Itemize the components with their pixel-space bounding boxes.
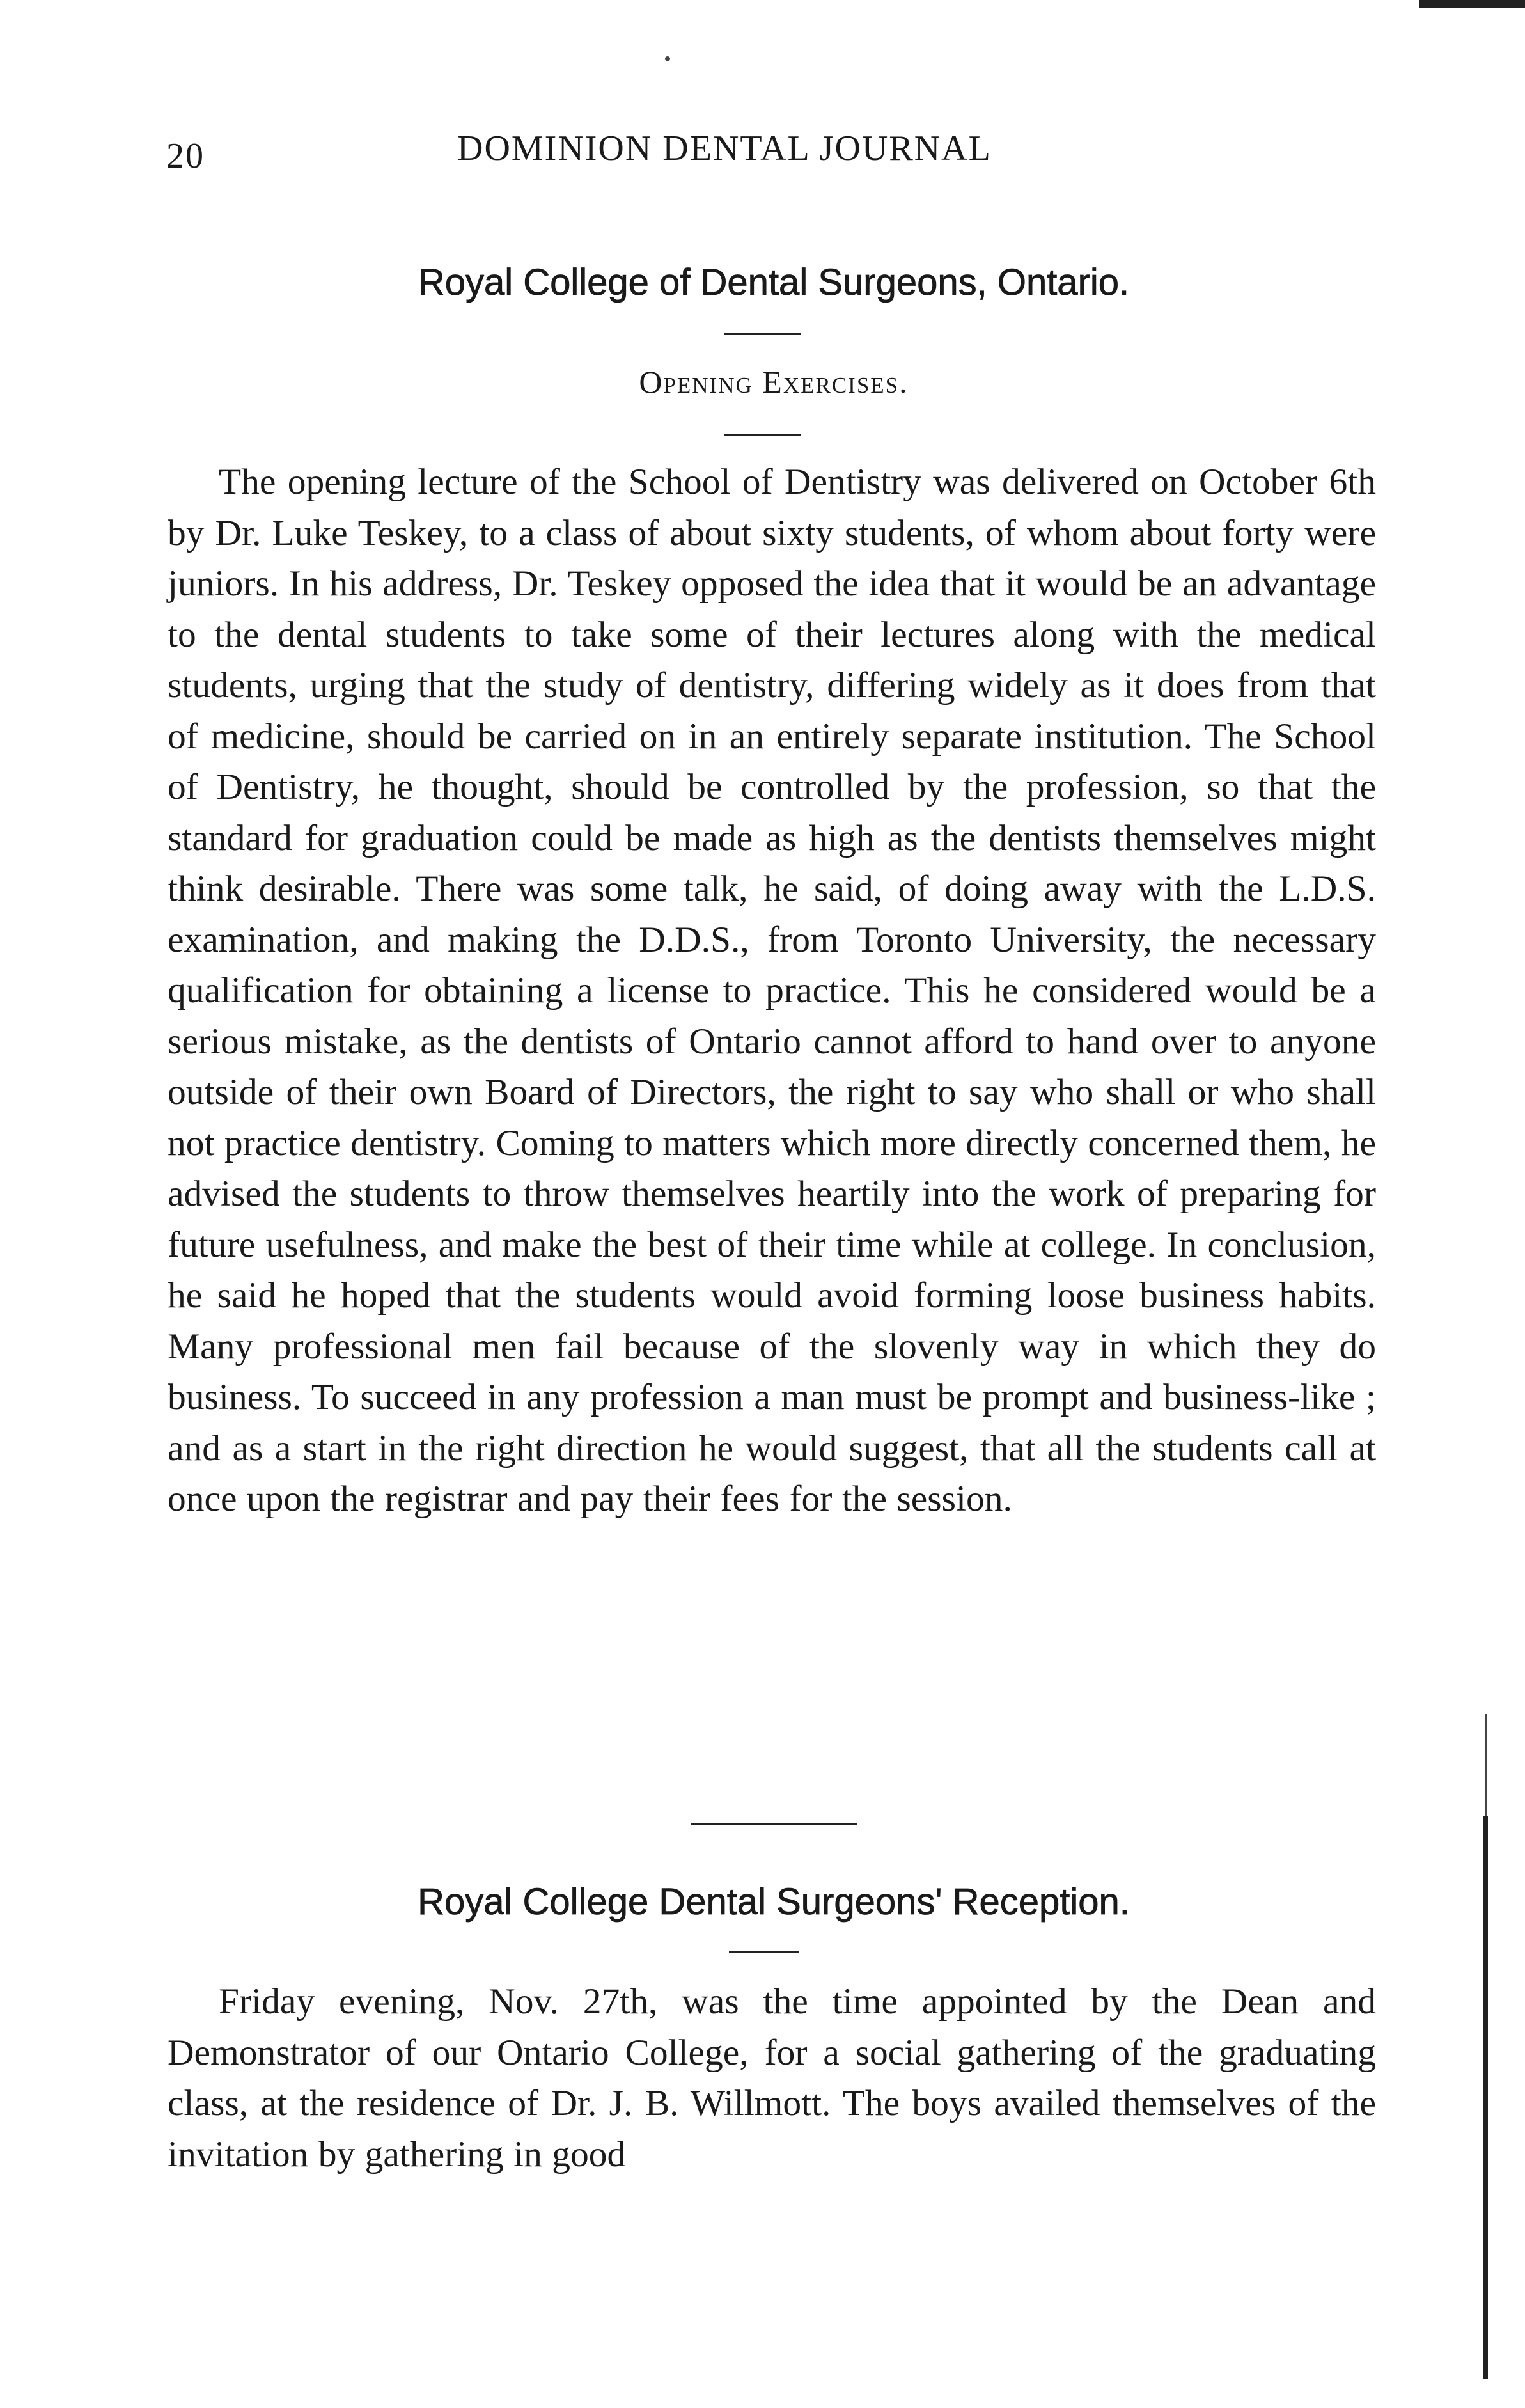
binding-edge-thin xyxy=(1485,1714,1487,1816)
subtitle-rule-1 xyxy=(724,434,801,436)
journal-title: DOMINION DENTAL JOURNAL xyxy=(457,129,992,168)
top-edge-rule xyxy=(1419,0,1525,8)
article-1-title: Royal College of Dental Surgeons, Ontario. xyxy=(418,262,1130,303)
running-head xyxy=(166,128,1381,179)
print-speck xyxy=(665,56,670,61)
article-1-body: The opening lecture of the School of Dentistry was delivered on October 6th by Dr. Luke Teskey, to a class of about sixty students, of whom about forty were juniors. In his address, Dr. Teskey opposed the idea that it would be an advantage to the dental students to take some of their lectures along with the medical students, urging that the study of dentistry, differing widely as it does from that of medicine, should be carried on in an entirely separate institution. The School of Dentistry, he thought, should be controlled by the profession, so that the standard for graduation could be made as high as the dentists themselves might think desirable. There was some talk, he said, of doing away with the L.D.S. examination, and making the D.D.S., from Toronto University, the necessary qualification for obtaining a license to practice. This he considered would be a serious mistake, as the dentists of Ontario cannot afford to hand over to anyone outside of their own Board of Directors, the right to say who shall or who shall not practice dentistry. Coming to matters which more directly concerned them, he advised the students to throw themselves heartily into the work of preparing for future usefulness, and make the best of their time while at college. In conclusion, he said he hoped that the students would avoid forming loose business habits. Many professional men fail because of the slovenly way in which they do business. To succeed in any profession a man must be prompt and business-like ; and as a start in the right direction he would suggest, that all the students call at once upon the registrar and pay their fees for the session. xyxy=(168,462,1376,1519)
section-divider xyxy=(691,1823,857,1825)
binding-edge xyxy=(1483,1816,1488,2379)
page-number: 20 xyxy=(166,136,205,176)
title-rule-1 xyxy=(724,333,801,335)
article-2-title: Royal College Dental Surgeons' Reception. xyxy=(418,1881,1130,1923)
title-rule-2 xyxy=(729,1951,799,1953)
article-1-subtitle: Opening Exercises. xyxy=(639,364,909,400)
article-2-body: Friday evening, Nov. 27th, was the time appointed by the Dean and Demonstrator of our Ontario College, for a social gathering of the graduating class, at the residence of Dr. J. B. Willmott. The boys availed themselves of the invitation by gathering in good xyxy=(168,1981,1376,2175)
